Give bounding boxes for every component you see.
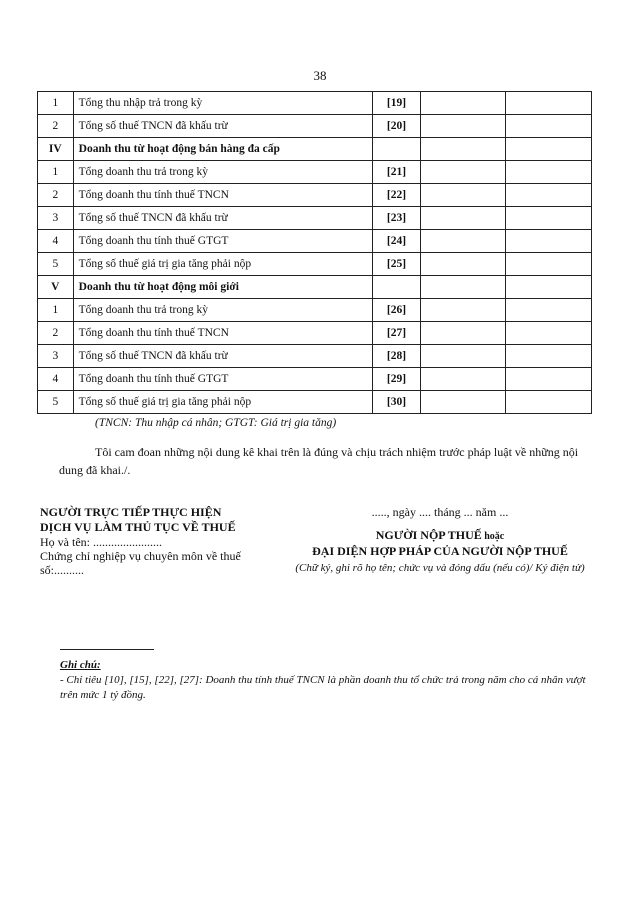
table-row [38,391,592,414]
footnote-divider [60,649,154,650]
row-label: Tổng doanh thu tính thuế GTGT [73,230,372,253]
row-code [373,138,421,161]
declaration-table [37,91,592,414]
row-label: Tổng số thuế TNCN đã khấu trừ [73,207,372,230]
date-line: ....., ngày .... tháng ... năm ... [371,505,509,519]
footnote [60,658,605,703]
row-label: Tổng số thuế TNCN đã khấu trừ [73,345,372,368]
value-cell-1 [420,207,506,230]
declaration-table-body [38,92,592,414]
row-label: Tổng số thuế giá trị gia tăng phải nộp [73,391,372,414]
table-row [38,345,592,368]
row-number: 5 [38,253,74,276]
signature-note: (Chữ ký, ghi rõ họ tên; chức vụ và đóng dấu (nếu có)/ Ký điện tử) [295,562,585,574]
value-cell-1 [420,230,506,253]
row-code: [24] [373,230,421,253]
taxpayer-title: NGƯỜI NỘP THUẾ [375,528,482,542]
row-label: Tổng số thuế giá trị gia tăng phải nộp [73,253,372,276]
tax-agent-cert-line1: Chứng chỉ nghiệp vụ chuyên môn về thuế [40,549,241,563]
row-number: 1 [38,299,74,322]
value-cell-1 [420,368,506,391]
row-code: [27] [373,322,421,345]
taxpayer-title-suffix: hoặc [481,531,505,542]
value-cell-1 [420,322,506,345]
value-cell-2 [506,161,592,184]
row-number: 4 [38,368,74,391]
value-cell-2 [506,92,592,115]
tax-agent-name-line: Họ và tên: ....................... [40,535,162,549]
row-number: 5 [38,391,74,414]
taxpayer-title-line2: ĐẠI DIỆN HỢP PHÁP CỦA NGƯỜI NỘP THUẾ [312,544,568,558]
value-cell-2 [506,184,592,207]
row-number: 2 [38,115,74,138]
value-cell-1 [420,138,506,161]
value-cell-1 [420,253,506,276]
value-cell-1 [420,92,506,115]
row-number: 1 [38,161,74,184]
row-code: [30] [373,391,421,414]
row-label: Doanh thu từ hoạt động bán hàng đa cấp [73,138,372,161]
row-number: 2 [38,322,74,345]
value-cell-2 [506,299,592,322]
tax-agent-title-line1: NGƯỜI TRỰC TIẾP THỰC HIỆN [40,505,222,519]
value-cell-2 [506,253,592,276]
value-cell-2 [506,207,592,230]
row-code: [21] [373,161,421,184]
tax-agent-title-line2: DỊCH VỤ LÀM THỦ TỤC VỀ THUẾ [40,520,236,534]
table-row [38,207,592,230]
row-label: Tổng doanh thu trả trong kỳ [73,161,372,184]
row-number: 4 [38,230,74,253]
footnote-heading: Ghi chú: [60,659,101,671]
page-number: 38 [313,68,327,83]
tax-agent-cert-line2: số:.......... [40,563,85,577]
table-row [38,161,592,184]
table-row [38,92,592,115]
row-number: 3 [38,345,74,368]
value-cell-2 [506,391,592,414]
row-number: 1 [38,92,74,115]
row-label: Tổng doanh thu tính thuế GTGT [73,368,372,391]
table-row [38,322,592,345]
section-row [38,276,592,299]
row-code: [19] [373,92,421,115]
section-row [38,138,592,161]
row-number: V [38,276,74,299]
value-cell-2 [506,138,592,161]
row-label: Tổng số thuế TNCN đã khấu trừ [73,115,372,138]
value-cell-1 [420,276,506,299]
value-cell-1 [420,299,506,322]
value-cell-2 [506,322,592,345]
value-cell-2 [506,345,592,368]
value-cell-1 [420,161,506,184]
row-label: Tổng thu nhập trả trong kỳ [73,92,372,115]
table-row [38,253,592,276]
row-code [373,276,421,299]
row-code: [25] [373,253,421,276]
value-cell-1 [420,115,506,138]
tax-agent-block [40,505,270,577]
row-code: [23] [373,207,421,230]
row-label: Tổng doanh thu trả trong kỳ [73,299,372,322]
taxpayer-title-line1 [270,528,610,544]
row-number: IV [38,138,74,161]
table-row [38,115,592,138]
value-cell-2 [506,276,592,299]
table-row [38,299,592,322]
abbreviation-note: (TNCN: Thu nhập cá nhân; GTGT: Giá trị gia tăng) [95,417,337,429]
row-code: [29] [373,368,421,391]
value-cell-2 [506,115,592,138]
value-cell-1 [420,345,506,368]
value-cell-2 [506,230,592,253]
taxpayer-block [270,505,610,576]
row-code: [20] [373,115,421,138]
value-cell-1 [420,184,506,207]
row-code: [28] [373,345,421,368]
row-number: 3 [38,207,74,230]
value-cell-2 [506,368,592,391]
row-label: Tổng doanh thu tính thuế TNCN [73,184,372,207]
table-row [38,184,592,207]
row-label: Doanh thu từ hoạt động môi giới [73,276,372,299]
value-cell-1 [420,391,506,414]
table-row [38,368,592,391]
row-code: [26] [373,299,421,322]
row-number: 2 [38,184,74,207]
row-code: [22] [373,184,421,207]
table-row [38,230,592,253]
row-label: Tổng doanh thu tính thuế TNCN [73,322,372,345]
commitment-statement: Tôi cam đoan những nội dung kê khai trên là đúng và chịu trách nhiệm trước pháp luật về những nội dung đã khai./. [59,445,579,477]
footnote-text: - Chỉ tiêu [10], [15], [22], [27]: Doanh thu tính thuế TNCN là phần doanh thu tổ chức trả trong năm cho cá nhân vượt trên mức 1 tỷ đồng. [60,674,586,701]
